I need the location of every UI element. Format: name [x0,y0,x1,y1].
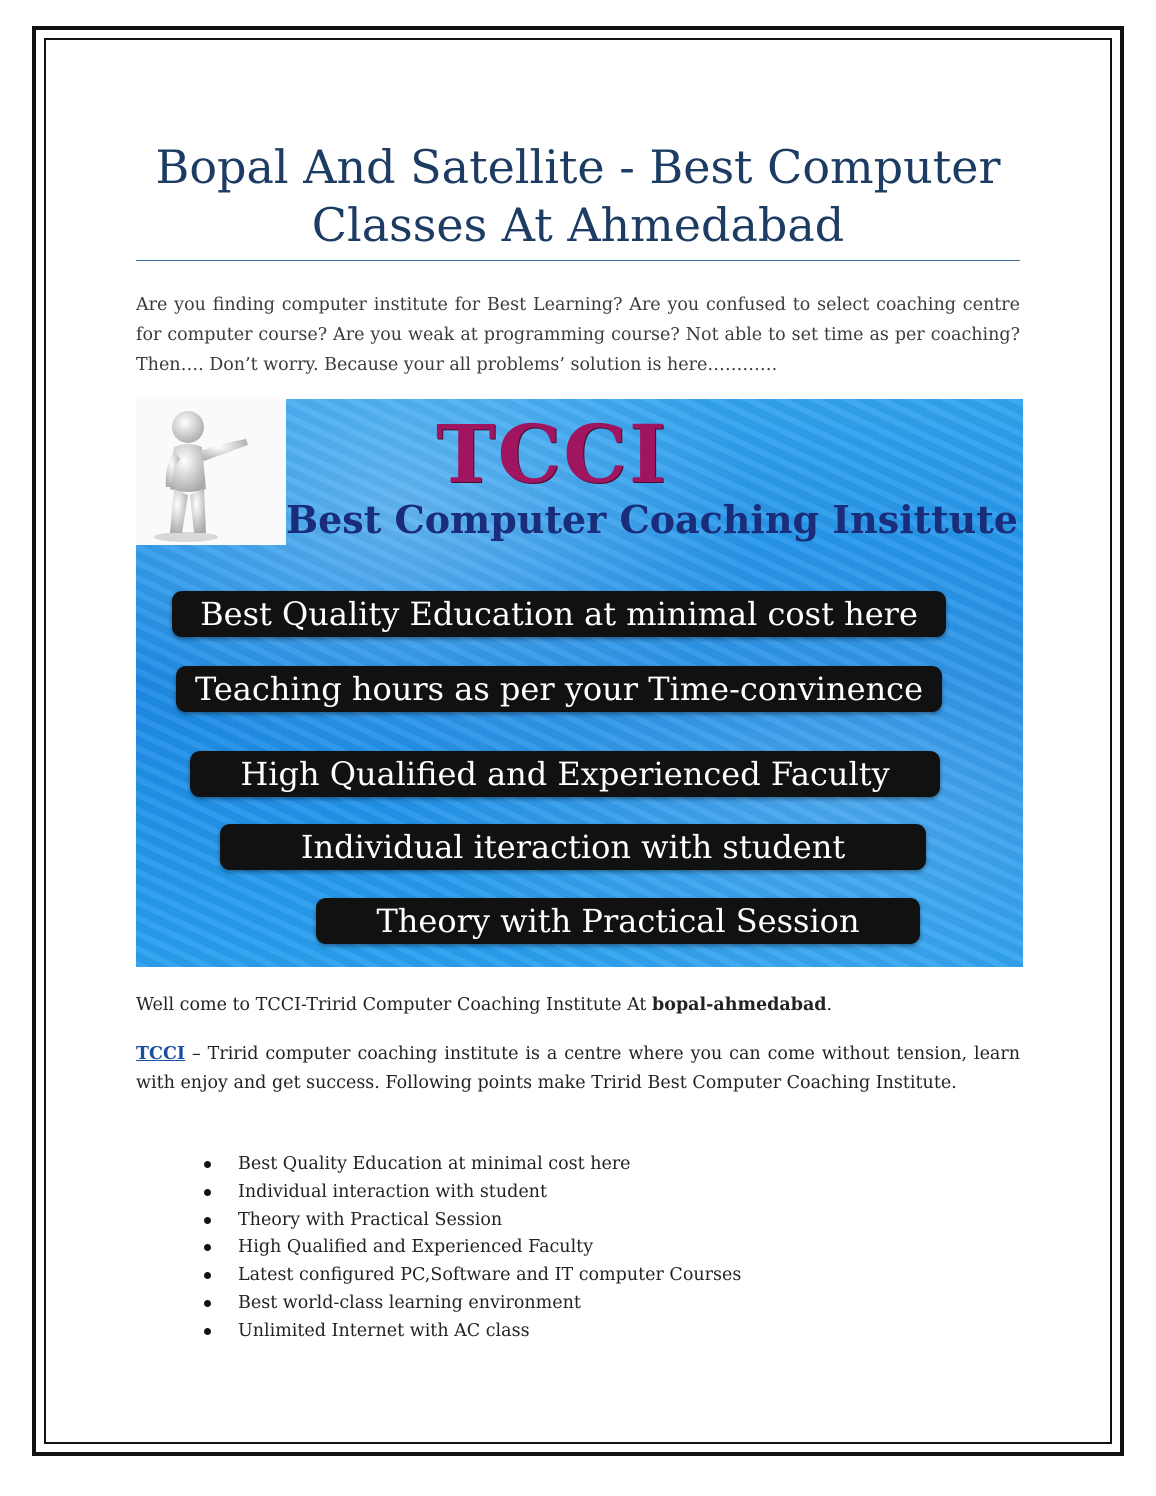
presenter-figure [136,399,286,545]
presenter-figure-icon [136,399,286,545]
bullet-icon [204,1244,211,1251]
page-title: Bopal And Satellite - Best Computer Classes At Ahmedabad [155,140,1001,252]
list-item [200,1234,741,1262]
intro-paragraph: Are you finding computer institute for Best Learning? Are you confused to select coaching centre for computer course? Are you weak at programming course? Not able to set time as per coaching? Then…. Don’t worry. Because your all problems’ solution is here………… [136,295,1020,375]
list-item [200,1262,741,1290]
bullet-icon [204,1328,211,1335]
banner-pill: Individual iteraction with student [220,824,926,870]
welcome-location: bopal-ahmedabad [652,995,827,1015]
welcome-text: Well come to TCCI-Tririd Computer Coaching Institute At [136,995,653,1015]
welcome-line [136,990,1020,1020]
list-item [200,1207,741,1235]
about-text: – Tririd computer coaching institute is a centre where you can come without tension, learn with enjoy and get success. Following points make Tririd Best Computer Coaching Institute. [136,1044,1020,1093]
list-item-text: Latest configured PC,Software and IT computer Courses [238,1265,742,1286]
title-divider [136,260,1020,261]
bullet-icon [204,1189,211,1196]
list-item-text: Unlimited Internet with AC class [238,1320,530,1341]
banner-pill: Theory with Practical Session [316,898,920,944]
bullet-icon [204,1300,211,1307]
banner-pill: Teaching hours as per your Time-convinence [176,666,942,712]
list-item [200,1151,741,1179]
list-item [200,1179,741,1207]
banner-pill: Best Quality Education at minimal cost here [172,591,946,637]
list-item [200,1318,741,1346]
banner-subtitle: Best Computer Coaching Insittute [286,497,1018,542]
banner-pill: High Qualified and Experienced Faculty [190,751,940,797]
bullet-icon [204,1217,211,1224]
list-item-text: Best world-class learning environment [238,1292,581,1313]
list-item-text: Theory with Practical Session [238,1209,503,1230]
list-item-text: High Qualified and Experienced Faculty [238,1237,594,1258]
bullet-icon [204,1161,211,1168]
welcome-end: . [826,995,833,1015]
list-item-text: Best Quality Education at minimal cost here [238,1154,631,1174]
list-item [200,1290,741,1318]
banner-title: TCCI [436,407,669,501]
tcci-link[interactable]: TCCI [136,1044,186,1064]
feature-list [200,1151,741,1346]
list-item-text: Individual interaction with student [238,1181,547,1202]
bullet-icon [204,1272,211,1279]
promo-banner-image [136,399,1023,967]
about-paragraph [136,1040,1020,1098]
